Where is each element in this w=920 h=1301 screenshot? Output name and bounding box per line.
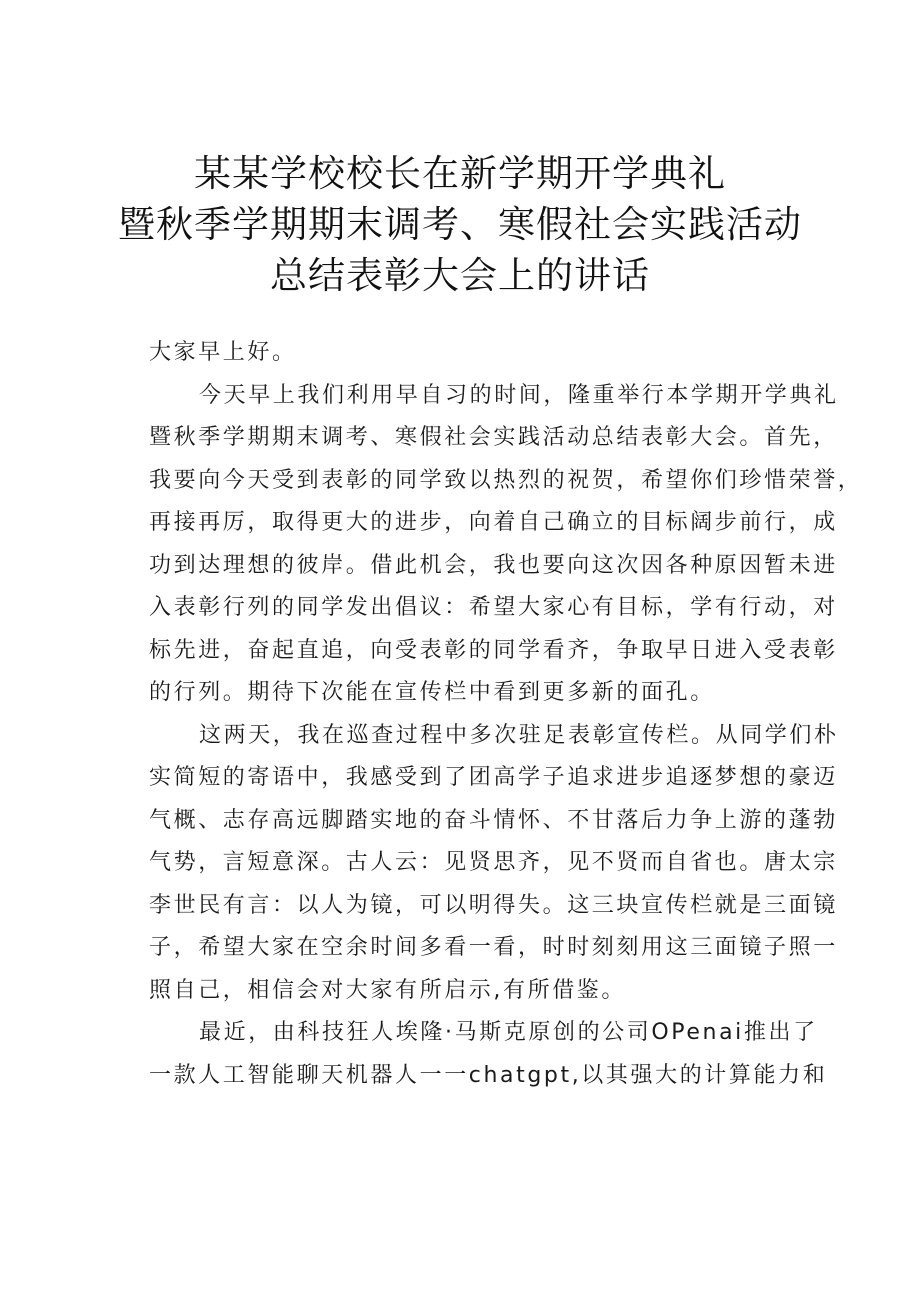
text-line: 实简短的寄语中，我感受到了团高学子追求进步追逐梦想的豪迈 [149,765,838,790]
title-line: 某某学校校长在新学期开学典礼 [194,152,726,195]
text-line: 气概、志存高远脚踏实地的奋斗情怀、不甘落后力争上游的蓬勃 [149,807,838,833]
text-line: 最近，由科技狂人埃隆·马斯克原创的公司OPenai推出了 [199,1020,818,1045]
text-line: 李世民有言：以人为镜，可以明得失。这三块宣传栏就是三面镜 [149,892,838,918]
paragraph-2 [149,715,839,1013]
speech-title [0,148,920,301]
text-line: 一款人工智能聊天机器人一一chatgpt,以其强大的计算能力和 [149,1062,828,1088]
text-line: 暨秋季学期期末调考、寒假社会实践活动总结表彰大会。首先， [149,425,838,450]
text-line: 功到达理想的彼岸。借此机会，我也要向这次因各种原因暂未进 [149,552,838,578]
title-line: 暨秋季学期期末调考、寒假社会实践活动 [118,203,802,246]
text-line: 这两天，我在巡查过程中多次驻足表彰宣传栏。从同学们朴 [199,722,839,748]
text-line: 照自己，相信会对大家有所启示,有所借鉴。 [149,977,626,1003]
text-line: 入表彰行列的同学发出倡议：希望大家心有目标，学有行动，对 [149,595,838,620]
text-line: 我要向今天受到表彰的同学致以热烈的祝贺，希望你们珍惜荣誉， [149,467,863,493]
text-line: 今天早上我们利用早自习的时间，隆重举行本学期开学典礼 [199,382,839,408]
text-line: 子，希望大家在空余时间多看一看，时时刻刻用这三面镜子照一 [149,935,838,960]
text-line: 再接再厉，取得更大的进步，向着自己确立的目标阔步前行，成 [149,510,838,535]
text-line: 标先进，奋起直追，向受表彰的同学看齐，争取早日进入受表彰 [149,637,838,663]
text-line: 的行列。期待下次能在宣传栏中看到更多新的面孔。 [149,680,715,705]
greeting-line: 大家早上好。 [149,340,297,365]
paragraph-1 [149,375,863,715]
text-line: 气势，言短意深。古人云：见贤思齐，见不贤而自省也。唐太宗 [149,850,838,875]
paragraph-3 [149,1012,828,1097]
title-line: 总结表彰大会上的讲话 [270,254,650,297]
speech-body [149,332,863,1097]
